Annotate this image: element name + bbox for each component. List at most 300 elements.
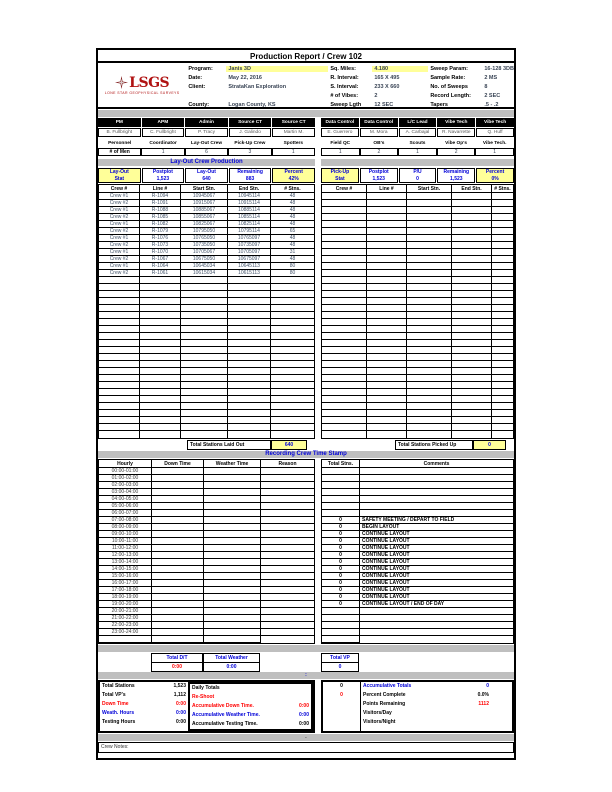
crew-cell-empty bbox=[271, 361, 314, 368]
personnel-header: Vibe Tech. bbox=[482, 141, 507, 146]
total-stns-value: 0 bbox=[322, 601, 360, 608]
divider-band bbox=[98, 734, 514, 741]
crew-cell-empty bbox=[99, 403, 140, 410]
crew-cell-empty bbox=[322, 417, 367, 424]
crew-cell-empty bbox=[322, 410, 367, 417]
crew-cell-empty bbox=[228, 417, 271, 424]
crew-cell-empty bbox=[367, 340, 407, 347]
crew-cell-empty bbox=[452, 403, 492, 410]
crew-cell-empty bbox=[407, 375, 452, 382]
weathertime-cell bbox=[204, 489, 261, 496]
crew-cell-empty bbox=[271, 305, 314, 312]
timestamp-totals-labels bbox=[98, 653, 514, 662]
crew-cell-empty bbox=[140, 382, 181, 389]
summary-mid-value bbox=[284, 693, 311, 702]
total-vp-value: 0 bbox=[321, 662, 359, 672]
crew-cell-empty bbox=[140, 347, 181, 354]
total-stns-value: 0 bbox=[322, 580, 360, 587]
crew-cell-empty bbox=[228, 361, 271, 368]
comment-text: CONTINUE LAYOUT bbox=[360, 531, 513, 538]
crew-cell-empty bbox=[407, 207, 452, 214]
crew-cell-empty bbox=[228, 340, 271, 347]
crew-col-header: Start Stn. bbox=[181, 185, 228, 193]
crew-cell-empty bbox=[407, 228, 452, 235]
crew-cell-empty bbox=[367, 221, 407, 228]
weathertime-cell bbox=[204, 566, 261, 573]
personnel-section bbox=[98, 140, 514, 156]
crew-cell-empty bbox=[407, 312, 452, 319]
reason-cell bbox=[261, 538, 314, 545]
staff-role-header: PM bbox=[98, 118, 141, 127]
crew-cell-empty bbox=[228, 312, 271, 319]
crew-cell: 10795050 bbox=[181, 228, 228, 235]
crew-cell-empty bbox=[181, 417, 228, 424]
info-label: No. of Sweeps bbox=[430, 83, 468, 90]
stat-cell bbox=[399, 168, 437, 183]
comment-text bbox=[360, 496, 513, 503]
hour-label: 23:00-24:00 bbox=[99, 629, 152, 636]
reason-cell bbox=[261, 482, 314, 489]
crew-cell-empty bbox=[452, 249, 492, 256]
comment-text bbox=[360, 468, 513, 475]
men-count: 1 bbox=[321, 148, 360, 156]
crew-cell: 48 bbox=[271, 193, 314, 200]
spacer bbox=[491, 682, 512, 691]
stat-cell bbox=[229, 168, 272, 183]
crew-cell-empty bbox=[367, 361, 407, 368]
staff-role-header: Source CT bbox=[272, 118, 315, 127]
total-picked-up-value: 0 bbox=[473, 440, 506, 450]
crew-cell-empty bbox=[228, 277, 271, 284]
crew-cell-empty bbox=[407, 354, 452, 361]
crew-cell-empty bbox=[99, 410, 140, 417]
crew-cell-empty bbox=[322, 403, 367, 410]
downtime-cell bbox=[152, 580, 204, 587]
crew-notes-box bbox=[98, 742, 514, 753]
crew-cell-empty bbox=[492, 424, 513, 431]
crew-cell-empty bbox=[181, 319, 228, 326]
staff-name: P. Tracy bbox=[185, 128, 228, 137]
total-dt-value: 0:00 bbox=[151, 662, 203, 672]
crew-cell-empty bbox=[271, 382, 314, 389]
comment-text bbox=[360, 608, 513, 615]
downtime-cell bbox=[152, 573, 204, 580]
crew-cell-empty bbox=[452, 340, 492, 347]
crew-cell: 10825114 bbox=[228, 221, 271, 228]
crew-cell-empty bbox=[452, 305, 492, 312]
crew-cell-empty bbox=[492, 354, 513, 361]
summary-section bbox=[98, 680, 514, 733]
crew-cell-empty bbox=[99, 354, 140, 361]
men-count: 3 bbox=[228, 148, 271, 156]
personnel-table bbox=[321, 140, 514, 156]
stat-bottom: 640 bbox=[202, 175, 211, 182]
weathertime-cell bbox=[204, 601, 261, 608]
crew-cell-empty bbox=[99, 333, 140, 340]
crew-cell: 10885114 bbox=[228, 207, 271, 214]
summary-stns-column bbox=[323, 682, 361, 731]
crew-cell-empty bbox=[228, 375, 271, 382]
personnel-header: Vibe Op's bbox=[445, 141, 468, 146]
reason-cell bbox=[261, 594, 314, 601]
total-stns-value: 0 bbox=[322, 517, 360, 524]
crew-cell-empty bbox=[140, 431, 181, 438]
crew-cell-empty bbox=[407, 417, 452, 424]
weathertime-cell bbox=[204, 496, 261, 503]
crew-cell: R-1070 bbox=[140, 249, 181, 256]
summary-label: Total Stations bbox=[102, 683, 135, 689]
crew-cell-empty bbox=[99, 424, 140, 431]
crew-cell-empty bbox=[181, 298, 228, 305]
summary-mid-label: Re-Shoot bbox=[192, 694, 215, 700]
crew-cell: 10675050 bbox=[181, 256, 228, 263]
hour-label: 19:00-20:00 bbox=[99, 601, 152, 608]
crew-col-header: End Stn. bbox=[228, 185, 271, 193]
stat-bottom: 0 bbox=[416, 175, 419, 182]
crew-cell-empty bbox=[181, 312, 228, 319]
total-stns-value bbox=[322, 510, 360, 517]
crew-cell-empty bbox=[452, 410, 492, 417]
crew-cell-empty bbox=[140, 305, 181, 312]
stat-top: Pick-Up bbox=[330, 169, 350, 175]
stat-cell bbox=[98, 168, 141, 183]
crew-cell-empty bbox=[99, 298, 140, 305]
crew-cell-empty bbox=[492, 361, 513, 368]
weathertime-cell bbox=[204, 538, 261, 545]
spacer bbox=[491, 691, 512, 700]
downtime-cell bbox=[152, 468, 204, 475]
weathertime-cell bbox=[204, 545, 261, 552]
comment-text: CONTINUE LAYOUT bbox=[360, 559, 513, 566]
crew-cell: Crew #1 bbox=[99, 235, 140, 242]
comment-text bbox=[360, 622, 513, 629]
lsgs-logo bbox=[98, 63, 186, 107]
total-stns-value bbox=[322, 489, 360, 496]
weathertime-cell bbox=[204, 580, 261, 587]
crew-cell-empty bbox=[140, 424, 181, 431]
crew-cell-empty bbox=[271, 333, 314, 340]
info-label: S. Interval: bbox=[330, 83, 359, 90]
hour-label: 10:00-11:00 bbox=[99, 538, 152, 545]
crew-cell-empty bbox=[271, 312, 314, 319]
crew-cell-empty bbox=[99, 396, 140, 403]
crew-cell-empty bbox=[407, 242, 452, 249]
weathertime-cell bbox=[204, 510, 261, 517]
total-stns-value bbox=[322, 629, 360, 636]
crew-cell: R-1073 bbox=[140, 242, 181, 249]
crew-cell-empty bbox=[492, 214, 513, 221]
crew-cell: 10945067 bbox=[181, 193, 228, 200]
crew-cell-empty bbox=[492, 249, 513, 256]
crew-cell-empty bbox=[322, 249, 367, 256]
comment-text bbox=[360, 489, 513, 496]
info-value: 2 bbox=[374, 92, 378, 99]
crew-cell: 10825067 bbox=[181, 221, 228, 228]
crew-cell-empty bbox=[492, 417, 513, 424]
downtime-cell bbox=[152, 531, 204, 538]
crew-cell-empty bbox=[140, 354, 181, 361]
downtime-cell bbox=[152, 559, 204, 566]
hour-label: 13:00-14:00 bbox=[99, 559, 152, 566]
crew-cell-empty bbox=[407, 424, 452, 431]
downtime-cell bbox=[152, 475, 204, 482]
crew-cell-empty bbox=[452, 291, 492, 298]
timestamp-table-left bbox=[98, 459, 315, 644]
hour-label: 08:00-09:00 bbox=[99, 524, 152, 531]
summary-right-value: 0 bbox=[486, 683, 489, 689]
crew-cell-empty bbox=[228, 305, 271, 312]
comment-text: SAFETY MEETING / DEPART TO FIELD bbox=[360, 517, 513, 524]
crew-cell: Crew #1 bbox=[99, 249, 140, 256]
crew-cell-empty bbox=[181, 284, 228, 291]
comment-text: CONTINUE LAYOUT bbox=[360, 552, 513, 559]
crew-cell-empty bbox=[407, 249, 452, 256]
crew-production-tables bbox=[98, 183, 514, 439]
crew-cell-empty bbox=[140, 410, 181, 417]
logo-tagline: LONE STAR GEOPHYSICAL SURVEYS bbox=[104, 90, 180, 95]
reason-cell bbox=[261, 608, 314, 615]
crew-cell-empty bbox=[271, 347, 314, 354]
downtime-cell bbox=[152, 496, 204, 503]
summary-right-label: Accumulative Totals bbox=[363, 683, 412, 689]
crew-cell: Crew #2 bbox=[99, 200, 140, 207]
crew-cell-empty bbox=[492, 347, 513, 354]
crew-cell-empty bbox=[322, 326, 367, 333]
timestamp-col-header: Total Stns. bbox=[322, 460, 360, 468]
crew-cell-empty bbox=[228, 368, 271, 375]
crew-cell-empty bbox=[99, 347, 140, 354]
crew-cell: 48 bbox=[271, 256, 314, 263]
crew-cell: 10615034 bbox=[181, 270, 228, 277]
reason-cell bbox=[261, 517, 314, 524]
crew-cell: 10885067 bbox=[181, 207, 228, 214]
crew-cell-empty bbox=[322, 214, 367, 221]
total-stns-value bbox=[322, 496, 360, 503]
info-value: .5 - .2 bbox=[484, 101, 499, 108]
layout-crew-table bbox=[98, 184, 315, 439]
total-stns-value: 0 bbox=[322, 531, 360, 538]
crew-cell-empty bbox=[492, 403, 513, 410]
timestamp-col-header: Reason bbox=[261, 460, 314, 468]
personnel-table bbox=[98, 140, 315, 156]
crew-col-header: # Stns. bbox=[271, 185, 314, 193]
crew-cell-empty bbox=[322, 207, 367, 214]
crew-cell-empty bbox=[140, 368, 181, 375]
info-value: 233 X 660 bbox=[374, 83, 400, 90]
info-label: Client: bbox=[188, 83, 206, 90]
crew-cell-empty bbox=[140, 375, 181, 382]
stat-bottom: Stat bbox=[335, 175, 345, 182]
hour-label: 04:00-05:00 bbox=[99, 496, 152, 503]
production-report-form bbox=[96, 48, 516, 760]
crew-cell-empty bbox=[367, 228, 407, 235]
reason-cell bbox=[261, 622, 314, 629]
summary-value: 0:00 bbox=[175, 719, 186, 725]
crew-cell-empty bbox=[492, 221, 513, 228]
info-label: Sample Rate: bbox=[430, 74, 466, 81]
reason-cell bbox=[261, 545, 314, 552]
crew-cell-empty bbox=[228, 298, 271, 305]
crew-cell-empty bbox=[140, 333, 181, 340]
comment-text bbox=[360, 482, 513, 489]
comment-text bbox=[360, 475, 513, 482]
crew-col-header: Crew # bbox=[322, 185, 367, 193]
reason-cell bbox=[261, 468, 314, 475]
crew-cell-empty bbox=[322, 305, 367, 312]
total-stns-value bbox=[322, 608, 360, 615]
hour-label: 06:00-07:00 bbox=[99, 510, 152, 517]
stat-bottom: 0% bbox=[491, 175, 499, 182]
crew-cell-empty bbox=[492, 207, 513, 214]
crew-cell-empty bbox=[322, 200, 367, 207]
crew-cell-empty bbox=[228, 284, 271, 291]
crew-cell-empty bbox=[492, 312, 513, 319]
crew-cell-empty bbox=[367, 354, 407, 361]
summary-value: 1,112 bbox=[173, 692, 186, 698]
crew-cell-empty bbox=[367, 256, 407, 263]
downtime-cell bbox=[152, 629, 204, 636]
crew-cell-empty bbox=[367, 270, 407, 277]
crew-cell-empty bbox=[492, 228, 513, 235]
comment-text: CONTINUE LAYOUT bbox=[360, 573, 513, 580]
crew-cell: R-1079 bbox=[140, 228, 181, 235]
crew-cell-empty bbox=[228, 291, 271, 298]
men-count-label: # of Men bbox=[98, 148, 141, 156]
weathertime-cell bbox=[204, 622, 261, 629]
crew-cell-empty bbox=[452, 214, 492, 221]
timestamp-col-header: Comments bbox=[360, 460, 513, 468]
total-stns-value bbox=[322, 622, 360, 629]
crew-cell-empty bbox=[492, 305, 513, 312]
crew-cell-empty bbox=[367, 333, 407, 340]
crew-cell-empty bbox=[452, 347, 492, 354]
crew-cell-empty bbox=[181, 431, 228, 438]
crew-cell-empty bbox=[140, 319, 181, 326]
summary-right-value bbox=[457, 718, 491, 727]
summary-right-pairs bbox=[361, 682, 512, 731]
crew-cell-empty bbox=[452, 375, 492, 382]
summary-right-value: 1112 bbox=[478, 701, 489, 707]
crew-cell-empty bbox=[452, 424, 492, 431]
stat-cell bbox=[185, 168, 228, 183]
staff-role-header: Vibe Tech bbox=[437, 118, 475, 127]
downtime-cell bbox=[152, 615, 204, 622]
crew-cell-empty bbox=[271, 298, 314, 305]
crew-cell-empty bbox=[367, 242, 407, 249]
men-count: 1 bbox=[141, 148, 184, 156]
crew-cell-empty bbox=[367, 312, 407, 319]
men-count: 2 bbox=[437, 148, 476, 156]
crew-cell-empty bbox=[322, 396, 367, 403]
total-stns-value: 0 bbox=[322, 594, 360, 601]
crew-cell: 80 bbox=[271, 270, 314, 277]
crew-cell-empty bbox=[228, 431, 271, 438]
hour-label: 18:00-19:00 bbox=[99, 594, 152, 601]
crew-cell-empty bbox=[492, 431, 513, 438]
total-stns-value: 0 bbox=[322, 524, 360, 531]
crew-cell-empty bbox=[452, 277, 492, 284]
crew-cell-empty bbox=[271, 277, 314, 284]
crew-cell-empty bbox=[367, 291, 407, 298]
crew-cell-empty bbox=[140, 417, 181, 424]
crew-cell: 80 bbox=[271, 263, 314, 270]
crew-cell-empty bbox=[367, 382, 407, 389]
logo-text: LSGS bbox=[129, 74, 170, 91]
crew-cell-empty bbox=[452, 193, 492, 200]
downtime-cell bbox=[152, 594, 204, 601]
total-stns-value: 0 bbox=[322, 566, 360, 573]
crew-cell-empty bbox=[492, 340, 513, 347]
crew-cell-empty bbox=[492, 284, 513, 291]
staff-name: R. Navarrette bbox=[437, 128, 475, 137]
crew-cell-empty bbox=[407, 347, 452, 354]
crew-cell-empty bbox=[492, 368, 513, 375]
crew-cell: R-1064 bbox=[140, 263, 181, 270]
summary-right-value bbox=[457, 709, 491, 718]
stat-bottom: 1,523 bbox=[372, 175, 385, 182]
crew-cell: Crew #2 bbox=[99, 242, 140, 249]
crew-cell-empty bbox=[228, 382, 271, 389]
stat-cell bbox=[142, 168, 185, 183]
crew-cell-empty bbox=[367, 389, 407, 396]
hour-label: 02:00-03:00 bbox=[99, 482, 152, 489]
reason-cell bbox=[261, 601, 314, 608]
crew-cell: R-1085 bbox=[140, 214, 181, 221]
crew-cell-empty bbox=[452, 326, 492, 333]
crew-cell-empty bbox=[452, 228, 492, 235]
crew-cell-empty bbox=[367, 410, 407, 417]
crew-cell-empty bbox=[407, 270, 452, 277]
total-stns-value: 0 bbox=[322, 559, 360, 566]
crew-cell-empty bbox=[492, 256, 513, 263]
crew-cell: 48 bbox=[271, 200, 314, 207]
crew-cell: R-1091 bbox=[140, 200, 181, 207]
crew-cell-empty bbox=[452, 221, 492, 228]
crew-cell-empty bbox=[367, 375, 407, 382]
crew-cell-empty bbox=[140, 284, 181, 291]
crew-cell-empty bbox=[452, 382, 492, 389]
crew-cell-empty bbox=[322, 340, 367, 347]
crew-cell-empty bbox=[228, 326, 271, 333]
stat-top: Lay-Out bbox=[109, 169, 129, 175]
reason-cell bbox=[261, 559, 314, 566]
crew-cell-empty bbox=[140, 361, 181, 368]
crew-cell-empty bbox=[99, 340, 140, 347]
reason-cell bbox=[261, 489, 314, 496]
hour-label: 07:00-08:00 bbox=[99, 517, 152, 524]
production-stats-row bbox=[98, 167, 514, 183]
total-laid-out-value: 640 bbox=[271, 440, 307, 450]
crew-cell-empty bbox=[322, 228, 367, 235]
crew-cell: Crew #2 bbox=[99, 270, 140, 277]
crew-cell: 10615113 bbox=[228, 270, 271, 277]
crew-cell-empty bbox=[181, 340, 228, 347]
divider-band bbox=[98, 645, 514, 652]
crew-cell-empty bbox=[322, 291, 367, 298]
crew-cell-empty bbox=[271, 326, 314, 333]
downtime-cell bbox=[152, 601, 204, 608]
weathertime-cell bbox=[204, 503, 261, 510]
crew-cell-empty bbox=[181, 277, 228, 284]
reason-cell bbox=[261, 629, 314, 636]
crew-cell-empty bbox=[492, 382, 513, 389]
weathertime-cell bbox=[204, 517, 261, 524]
crew-cell-empty bbox=[492, 389, 513, 396]
staff-name: E. Guerrero bbox=[321, 128, 359, 137]
crew-cell-empty bbox=[407, 326, 452, 333]
crew-cell-empty bbox=[99, 319, 140, 326]
info-value: 12 SEC bbox=[374, 101, 394, 108]
